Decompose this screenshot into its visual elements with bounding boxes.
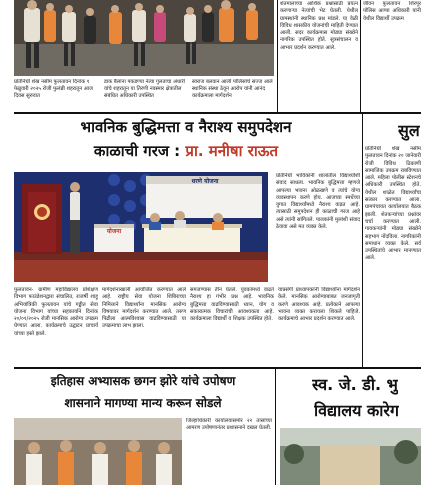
main-article-column-1: फुलतावन- ग्रामीण महाविद्यालय प्रशिक्षण विभाग फाउंडेशनद्वारा संचालित, राजर्षी शाहू अभियांत्रिकी फुलतावन यांचे गड्डीत सेवा योजना विभाग यांच्या सहकार्याने दिनांक २०/०१/२०२५ रोजी मानसिक आरोग्य उपक्रम घेण्यात आला. कार्यक्रमाचे उद्घाटन प्राचार्य यांच्या हस्ते झाले. bbox=[14, 287, 98, 337]
author-name: प्रा. मनीषा राऊत bbox=[185, 142, 279, 160]
crowd-photo-illustration bbox=[14, 0, 274, 76]
protest-photo-illustration bbox=[14, 418, 182, 485]
right-article-headline: सुल bbox=[398, 121, 420, 140]
bottom-left-headline-line1: इतिहास अभ्यासक छगन झोरे यांचे उपोषण bbox=[50, 374, 236, 388]
headline-prefix: काळाची गरज : bbox=[93, 142, 186, 160]
bottom-left-headline-line2: शासनाने मागण्या मान्य करून सोडले bbox=[64, 396, 222, 410]
bottom-right-headline-line2: विद्यालय कारेग bbox=[314, 401, 399, 420]
main-article-right-divider bbox=[362, 114, 363, 368]
top-news-photo bbox=[14, 0, 274, 76]
top-column-2-text: डाक बैलांना पकडण्या नेत्या गुलताचा अंधारी यांचे शहरातून या तिरणी नवस्मार क्षेत्रातील संबंधित अधिकारी उपस्थित bbox=[104, 79, 185, 100]
bottom-left-photo bbox=[14, 418, 182, 485]
bottom-section-divider bbox=[275, 369, 276, 485]
bottom-right-photo bbox=[280, 428, 421, 485]
main-article-column-4: याप्रसंगी प्राध्यापकांनी विद्यार्थ्यांना मार्गदर्शन केले. मानसिक आरोग्याबाबत जनजागृती करणे आवश्यक आहे. प्रत्येकाने आपल्या भावना व्यक्त करायला शिकले पाहिजे. कार्यक्रमाचे आभार प्रदर्शन करण्यात आले. bbox=[278, 287, 360, 323]
seminar-photo bbox=[14, 172, 268, 282]
seminar-stage-illustration bbox=[14, 172, 268, 282]
top-edge-column-text: जीवन फुलतावन शिरपूर पोलिस आप्पा अधिकारी यांनी येथील विद्यार्थी उपक्रम bbox=[363, 1, 421, 22]
main-article-headline-line2 bbox=[14, 140, 358, 162]
main-article-column-2: मार्गदर्शनाखाली आयोजित करण्यात आले आहे. राष्ट्रीय सेवा योजना शिबिराच्या निमित्ताने विद्यार्थ्यांना मानसिक आरोग्य विषयावर मार्गदर्शन करण्यात आले. तरुण पिढीला आत्मविश्वास वाढविण्यासाठी या उपक्रमाचा लाभ झाला. bbox=[102, 287, 186, 330]
seminar-banner-text: धरणे योजना bbox=[191, 178, 219, 185]
main-article-headline-line1: भावनिक बुद्धिमत्ता व नैराश्य समुपदेशन bbox=[80, 118, 292, 136]
bottom-left-text: जिल्हाधिकारी कार्यालयासमोर २२ तासांच्या आमरण उपोषणानंतर प्रशासनाने दखल घेतली. bbox=[186, 418, 272, 432]
top-photo-caption: प्रतिनिधी शेख नसीम फुलतावन दिनांक १ फेब्रुवारी २०२५ रोजी फुलंब्री शहरातून आज दिवस सुरुवात bbox=[14, 79, 93, 100]
top-column-divider bbox=[277, 0, 278, 112]
main-article-column-3: समजण्यास तीन घेतले. युवकांमध्ये वाढते नैराश्य हा गंभीर प्रश्न आहे. भावनिक बुद्धिमत्ता वाढविण्यासाठी ध्यान, योग व सकारात्मक विचारांची आवश्यकता आहे. कार्यक्रमाला विद्यार्थी व शिक्षक उपस्थित होते. bbox=[190, 287, 274, 323]
top-column-divider-2 bbox=[360, 0, 361, 112]
seminar-stand-label: योजना bbox=[106, 228, 122, 235]
school-photo-illustration bbox=[280, 428, 421, 485]
top-right-column-text: शेतमालाच्या आर्थिक प्रश्नांसाठी प्रयत्न करणाऱ्या नेत्यांची भेट घेतली. येथील ग्रामस्थांनी स्थानिक प्रश्न मांडले. या वेळी विविध शासकीय योजनांची माहिती देण्यात आली. सदर कार्यक्रमास मोठ्या संख्येने नागरिक उपस्थित होते. सुत्रसंचालन व आभार प्रदर्शन करण्यात आले. bbox=[280, 1, 358, 51]
middle-section-rule bbox=[14, 367, 421, 369]
bottom-right-headline-line1: स्व. जे. डी. भु bbox=[312, 375, 398, 394]
main-article-right-text: प्रतिनिधी भाविकांनी शालांतील विद्यार्थ्यांशी संवाद साधला. भावनिक बुद्धिमत्ता म्हणजे आपल्या भावना ओळखणे व त्यांचे योग्य व्यवस्थापन करणे होय. आजच्या स्पर्धेच्या युगात विद्यार्थ्यांमध्ये नैराश्य वाढत आहे. त्यासाठी समुपदेशन ही काळाची गरज आहे असे त्यांनी सांगितले. पालकांनी मुलांशी संवाद ठेवावा असे मत व्यक्त केले. bbox=[276, 173, 360, 231]
top-column-3-text: स्वराज बलवान आली पोलिसांचे सज्ज आले स्थानिक संस्था ठेवून आरोप यांनी आनंद कार्यक्रमाला मार्गदर्शन bbox=[192, 79, 273, 100]
top-section-rule bbox=[14, 112, 421, 114]
right-article-text: प्रतिनिधी शेख नसीम फुलतावन दिनांक २० जानेवारी रोजी विविध ठिकाणी सामाजिक उपक्रम राबविण्यात आले. महिला पोलीस स्टेशनचे अधिकारी उपस्थित होते. येथील शाळेत विद्यार्थ्यांचा सत्कार करण्यात आला. ग्रामपंचायत कार्यालयात बैठक झाली. शेतकऱ्यांच्या प्रश्नांवर चर्चा करण्यात आली. गावकऱ्यांनी मोठ्या संख्येने सहभाग नोंदविला. नागरिकांनी समाधान व्यक्त केले. सर्व उपस्थितांचे आभार मानण्यात आले. bbox=[365, 146, 421, 262]
